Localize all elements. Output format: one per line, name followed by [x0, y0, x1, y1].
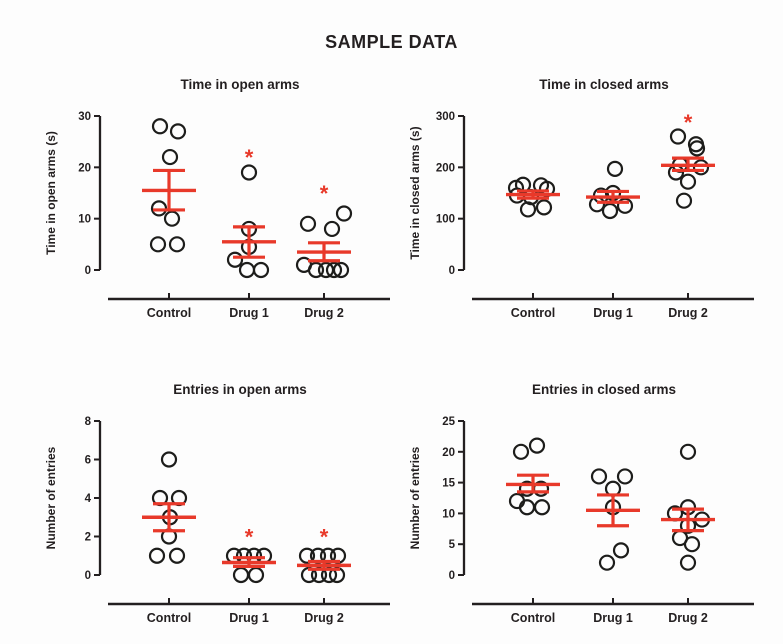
- y-tick-label: 25: [442, 416, 455, 428]
- data-point: [681, 556, 695, 570]
- y-tick-label: 10: [78, 213, 91, 226]
- x-category-label: Control: [146, 611, 192, 625]
- y-tick-label: 20: [442, 446, 455, 459]
- data-point: [163, 150, 177, 164]
- y-tick-label: 30: [78, 111, 91, 123]
- data-point: [337, 207, 351, 221]
- data-point: [603, 204, 617, 218]
- y-tick-label: 2: [84, 531, 91, 544]
- data-point: [530, 439, 544, 453]
- data-point: [171, 124, 185, 138]
- y-tick-label: 20: [78, 162, 91, 175]
- data-point: [608, 162, 622, 176]
- data-point: [325, 222, 339, 236]
- data-point: [590, 197, 604, 211]
- data-point: [254, 263, 268, 277]
- chart-time-in-open-arms: [42, 72, 392, 337]
- data-point: [228, 253, 242, 267]
- y-tick-label: 300: [435, 111, 455, 123]
- data-point: [150, 549, 164, 563]
- panel-title: Time in closed arms: [539, 77, 669, 92]
- y-tick-label: 0: [448, 570, 455, 582]
- data-point: [240, 263, 254, 277]
- x-category-label: Drug 1: [229, 306, 269, 320]
- chart-entries-in-open-arms: [42, 377, 392, 642]
- significance-asterisk: *: [244, 524, 254, 550]
- data-point: [153, 119, 167, 133]
- data-point: [600, 556, 614, 570]
- significance-asterisk: *: [319, 524, 329, 550]
- data-point: [694, 160, 708, 174]
- data-point: [681, 445, 695, 459]
- data-point: [257, 549, 271, 563]
- y-tick-label: 200: [435, 162, 455, 175]
- panel-entries-in-open-arms: [42, 377, 392, 642]
- y-tick-label: 4: [84, 493, 91, 505]
- data-point: [618, 469, 632, 483]
- chart-time-in-closed-arms: [406, 72, 756, 337]
- data-point: [677, 194, 691, 208]
- data-point: [535, 500, 549, 514]
- x-category-label: Drug 1: [593, 611, 633, 625]
- panel-title: Entries in open arms: [173, 382, 307, 397]
- data-point: [170, 237, 184, 251]
- figure-title: SAMPLE DATA: [325, 32, 458, 52]
- data-point: [685, 537, 699, 551]
- panel-title: Entries in closed arms: [531, 382, 677, 397]
- y-axis-label: Number of entries: [44, 446, 58, 550]
- data-point: [514, 445, 528, 459]
- x-category-label: Control: [510, 306, 556, 320]
- y-axis-label: Time in closed arms (s): [408, 126, 422, 260]
- panel-entries-in-closed-arms: [406, 377, 756, 642]
- data-point: [162, 453, 176, 467]
- data-point: [249, 568, 263, 582]
- y-axis-label: Number of entries: [408, 446, 422, 550]
- significance-asterisk: *: [319, 181, 329, 206]
- x-category-label: Control: [510, 611, 556, 625]
- chart-entries-in-closed-arms: [406, 377, 756, 642]
- y-tick-label: 10: [442, 508, 455, 521]
- y-tick-label: 5: [448, 539, 455, 552]
- y-tick-label: 15: [442, 477, 455, 490]
- x-category-label: Drug 1: [593, 306, 633, 320]
- y-tick-label: 100: [435, 213, 455, 226]
- y-tick-label: 0: [448, 265, 455, 277]
- x-category-label: Drug 2: [668, 611, 708, 625]
- x-category-label: Control: [146, 306, 192, 320]
- data-point: [614, 543, 628, 557]
- y-tick-label: 0: [84, 265, 91, 277]
- x-category-label: Drug 2: [304, 306, 344, 320]
- significance-asterisk: *: [244, 145, 254, 171]
- y-axis-label: Time in open arms (s): [44, 131, 58, 255]
- data-point: [151, 237, 165, 251]
- panel-time-in-closed-arms: [406, 72, 756, 337]
- y-tick-label: 8: [84, 416, 91, 428]
- data-point: [165, 212, 179, 226]
- data-point: [592, 469, 606, 483]
- x-category-label: Drug 2: [668, 306, 708, 320]
- data-point: [537, 200, 551, 214]
- y-tick-label: 6: [84, 454, 91, 467]
- data-point: [170, 549, 184, 563]
- x-category-label: Drug 1: [229, 611, 269, 625]
- data-point: [301, 217, 315, 231]
- significance-asterisk: *: [683, 110, 693, 136]
- data-point: [681, 175, 695, 189]
- data-point: [234, 568, 248, 582]
- panel-time-in-open-arms: [42, 72, 392, 337]
- x-category-label: Drug 2: [304, 611, 344, 625]
- panel-title: Time in open arms: [180, 77, 300, 92]
- y-tick-label: 0: [84, 570, 91, 582]
